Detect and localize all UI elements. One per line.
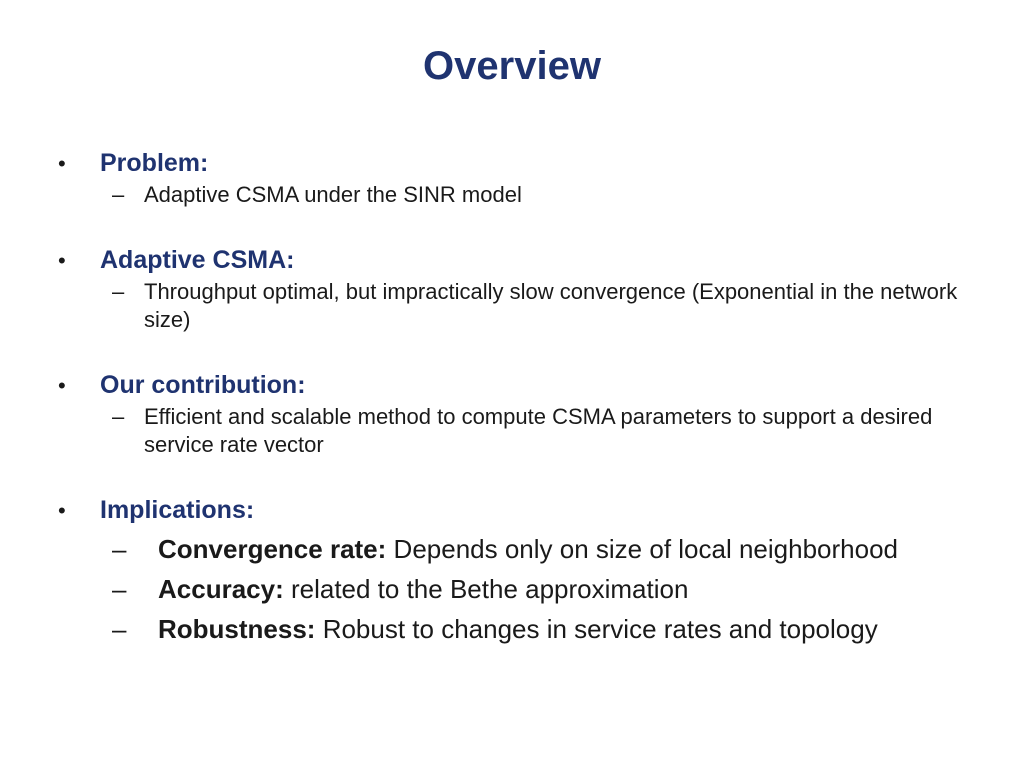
sub-item — [112, 530, 978, 568]
sub-item-text: Efficient and scalable method to compute CSMA parameters to support a desired service rate vector — [144, 404, 933, 457]
section-our-contribution — [58, 368, 978, 459]
dash-icon: – — [112, 534, 127, 564]
sub-item — [112, 403, 978, 459]
dash-icon: – — [112, 574, 127, 604]
dash-icon: – — [112, 182, 125, 207]
sub-item-body: Depends only on size of local neighborhood — [386, 534, 898, 564]
page-title: Overview — [423, 44, 601, 88]
sub-item-label: Accuracy: — [158, 574, 284, 604]
bullet-icon: • — [58, 498, 66, 523]
sub-list — [112, 181, 978, 209]
bullet-line — [58, 146, 978, 181]
sub-item-text — [158, 570, 978, 608]
bullet-line — [58, 493, 978, 528]
section-heading: Adaptive CSMA: — [100, 246, 295, 274]
section-heading: Implications: — [100, 496, 255, 524]
sub-item-body: Robust to changes in service rates and topology — [315, 614, 878, 644]
section-implications — [58, 493, 978, 648]
dash-icon: – — [112, 614, 127, 644]
sub-item-body: related to the Bethe approximation — [283, 574, 689, 604]
section-heading: Problem: — [100, 149, 209, 177]
sub-item — [112, 278, 978, 334]
dash-icon: – — [112, 279, 125, 304]
sub-item-text — [158, 610, 978, 648]
sub-item-text — [158, 530, 978, 568]
slide-content — [58, 146, 978, 648]
dash-icon: – — [112, 404, 125, 429]
sub-item-label: Convergence rate: — [158, 534, 387, 564]
sub-item — [112, 181, 978, 209]
bullet-icon: • — [58, 373, 66, 398]
section-heading: Our contribution: — [100, 371, 306, 399]
bullet-icon: • — [58, 151, 66, 176]
sub-item-label: Robustness: — [158, 614, 316, 644]
sub-item-text: Adaptive CSMA under the SINR model — [144, 182, 522, 207]
sub-item — [112, 570, 978, 608]
sub-item — [112, 610, 978, 648]
sub-list — [112, 530, 978, 648]
sub-item-text: Throughput optimal, but impractically slow convergence (Exponential in the network size) — [144, 279, 958, 332]
sub-list — [112, 403, 978, 459]
bullet-line — [58, 243, 978, 278]
bullet-line — [58, 368, 978, 403]
sub-list — [112, 278, 978, 334]
bullet-icon: • — [58, 248, 66, 273]
section-adaptive-csma — [58, 243, 978, 334]
section-problem — [58, 146, 978, 209]
